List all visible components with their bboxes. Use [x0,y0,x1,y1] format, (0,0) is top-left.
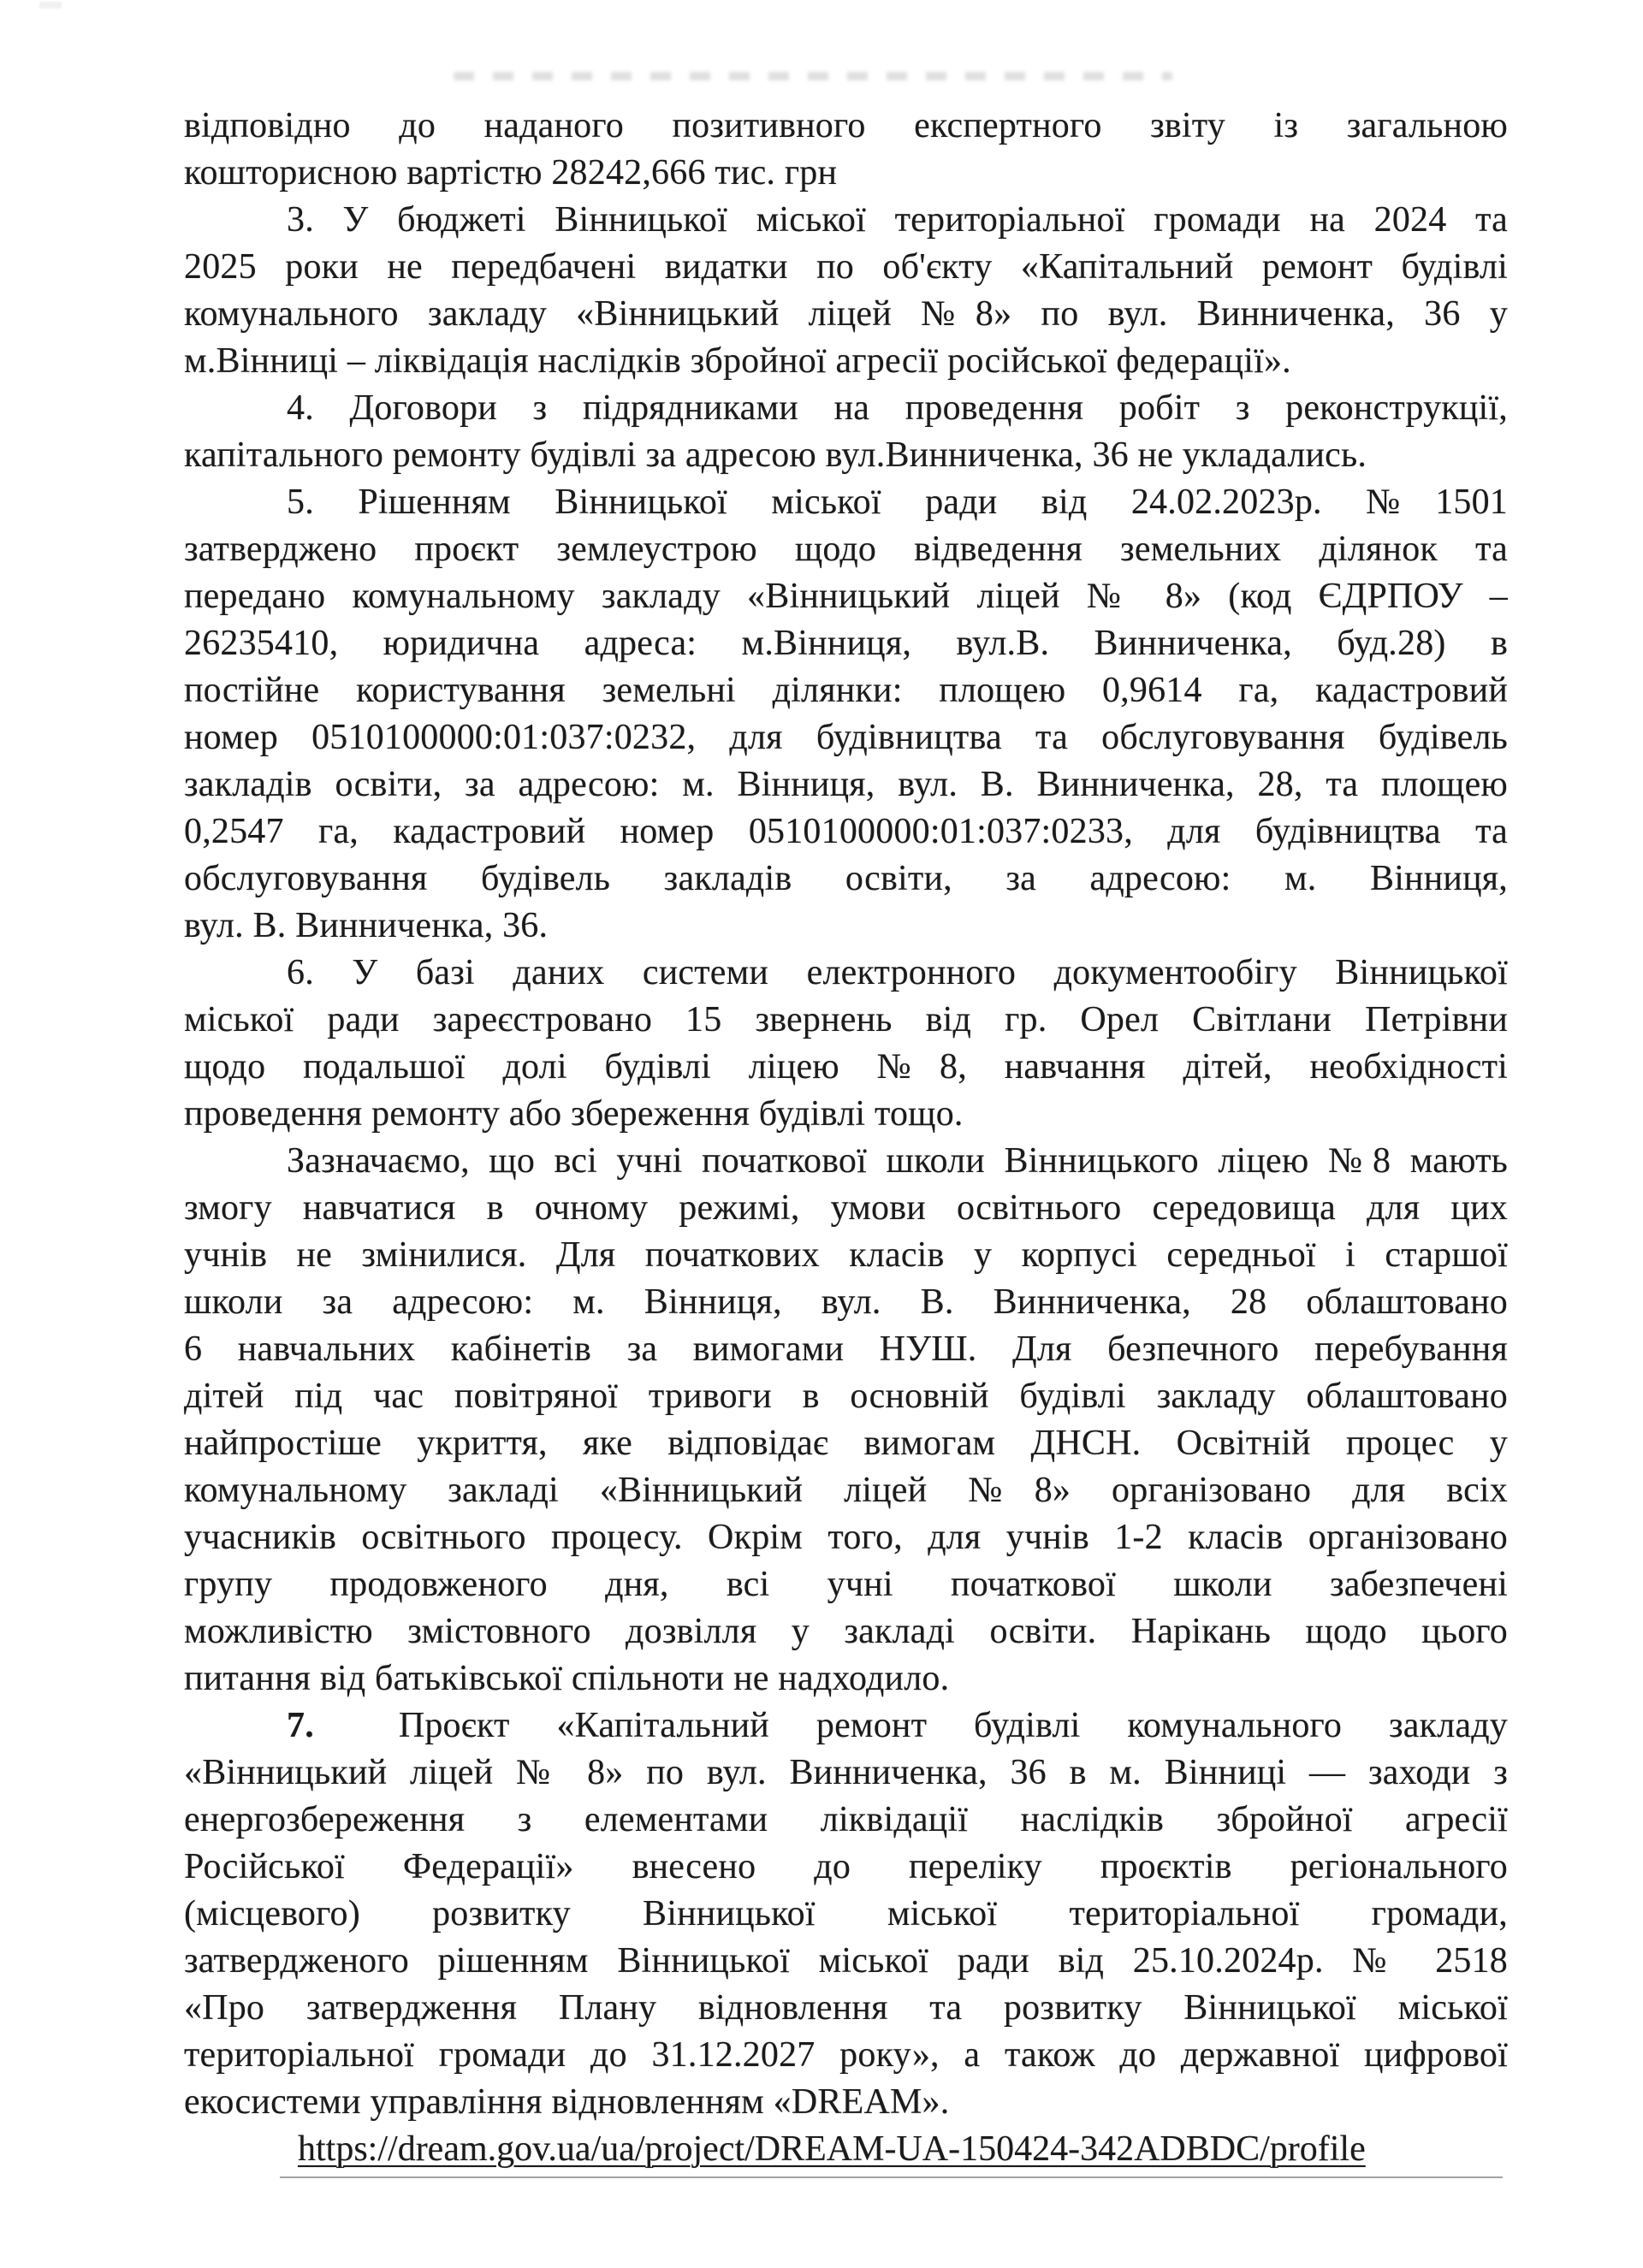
text-line: міської ради зареєстровано 15 звернень від гр. Орел Світлани Петрівни [184,1000,1508,1039]
text-line: закладів освіти, за адресою: м. Вінниця, вул. В. Винниченка, 28, та площею [184,765,1508,804]
text-line: 0,2547 га, кадастровий номер 0510100000:01:037:0233, для будівництва та [184,812,1508,851]
text-line: відповідно до наданого позитивного експертного звіту із загальною [184,106,1508,145]
text-line: змогу навчатися в очному режимі, умови освітнього середовища для цих [184,1188,1508,1228]
text-line [184,1702,1508,1750]
document-body [184,103,1508,2173]
text-line: комунального закладу «Вінницький ліцей №8» по вул. Винниченка, 36 у [184,294,1508,334]
text-line: кошторисною вартістю 28242,666 тис. грн [184,153,838,192]
text-line: можливістю змістовного дозвілля у закладі освіти. Нарікань щодо цього [184,1612,1508,1651]
text-line: (місцевого) розвитку Вінницької міської територіальної громади, [184,1894,1508,1933]
text-line: капітального ремонту будівлі за адресою вул.Винниченка, 36 не укладались. [184,435,1367,475]
text-line: номер 0510100000:01:037:0232, для будівництва та обслуговування будівель [184,718,1508,757]
text-line: 6. У базі даних системи електронного документообігу Вінницької [287,953,1508,992]
text-line: 5. Рішенням Вінницької міської ради від 24.02.2023р. №1501 [287,483,1508,522]
text-line: дітей під час повітряної тривоги в основній будівлі закладу облаштовано [184,1377,1508,1416]
text-line: проведення ремонту або збереження будівлі тощо. [184,1094,964,1134]
text-line: 4. Договори з підрядниками на проведення робіт з реконструкції, [287,388,1508,428]
text-line: Зазначаємо, що всі учні початкової школи Вінницького ліцею №8 мають [287,1141,1508,1181]
text-line: учасників освітнього процесу. Окрім того, для учнів 1-2 класів організовано [184,1518,1508,1557]
text-line: питання від батьківської спільноти не надходило. [184,1659,950,1698]
text-line: «Вінницький ліцей № 8» по вул. Винниченка, 36 в м. Вінниці — заходи з [184,1753,1508,1792]
text-line: постійне користування земельні ділянки: площею 0,9614 га, кадастровий [184,671,1508,710]
scan-artifact [39,2,62,9]
paragraph-note [184,1138,1508,1702]
text-line: школи за адресою: м. Вінниця, вул. В. Винниченка, 28 облаштовано [184,1282,1508,1322]
paragraph-3 [184,197,1508,385]
paragraph-5 [184,479,1508,950]
text-line: обслуговування будівель закладів освіти, за адресою: м. Вінниця, [184,859,1508,898]
text-line: комунальному закладі «Вінницький ліцей №8» організовано для всіх [184,1471,1508,1510]
text-line: м.Вінниці – ліквідація наслідків збройної агресії російської федерації». [184,341,1291,381]
text-line: Російської Федерації» внесено до переліку проєктів регіонального [184,1847,1508,1886]
text-line: 3. У бюджеті Вінницької міської територіальної громади на 2024 та [287,200,1508,240]
scan-artifact [454,72,1172,80]
text-line: вул. В. Винниченка, 36. [184,906,549,945]
text-span: Проєкт «Капітальний ремонт будівлі комунального закладу [398,1706,1509,1745]
text-line: екосистеми управління відновленням «DREAM». [184,2082,950,2122]
text-line: учнів не змінилися. Для початкових класів у корпусі середньої і старшої [184,1235,1508,1275]
paragraph-intro [184,103,1508,197]
link-row [184,2126,1508,2173]
scan-artifact [280,2176,1503,2178]
text-line: найпростіше укриття, яке відповідає вимогам ДНСН. Освітній процес у [184,1424,1508,1463]
text-line: передано комунальному закладу «Вінницький ліцей № 8» (код ЄДРПОУ – [184,577,1508,616]
text-line: енергозбереження з елементами ліквідації наслідків збройної агресії [184,1800,1508,1839]
paragraph-4 [184,385,1508,479]
paragraph-number: 7. [287,1706,314,1745]
text-line: 2025 роки не передбачені видатки по об'єкту «Капітальний ремонт будівлі [184,247,1508,287]
text-line: групу продовженого дня, всі учні початкової школи забезпечені [184,1565,1508,1604]
paragraph-7 [184,1702,1508,2126]
text-line: щодо подальшої долі будівлі ліцею №8, навчання дітей, необхідності [184,1047,1508,1087]
text-line: 6 навчальних кабінетів за вимогами НУШ. Для безпечного перебування [184,1329,1508,1369]
text-line: затвердженого рішенням Вінницької міської ради від 25.10.2024р. № 2518 [184,1941,1508,1981]
text-line: «Про затвердження Плану відновлення та розвитку Вінницької міської [184,1988,1508,2028]
paragraph-6 [184,950,1508,1138]
text-line: 26235410, юридична адреса: м.Вінниця, вул.В. Винниченка, буд.28) в [184,624,1508,663]
text-line: територіальної громади до 31.12.2027 року», а також до державної цифрової [184,2035,1508,2075]
text-line: затверджено проєкт землеустрою щодо відведення земельних ділянок та [184,530,1508,569]
dream-project-link[interactable]: https://dream.gov.ua/ua/project/DREAM-UA-150424-342ADBDC/profile [298,2129,1366,2169]
